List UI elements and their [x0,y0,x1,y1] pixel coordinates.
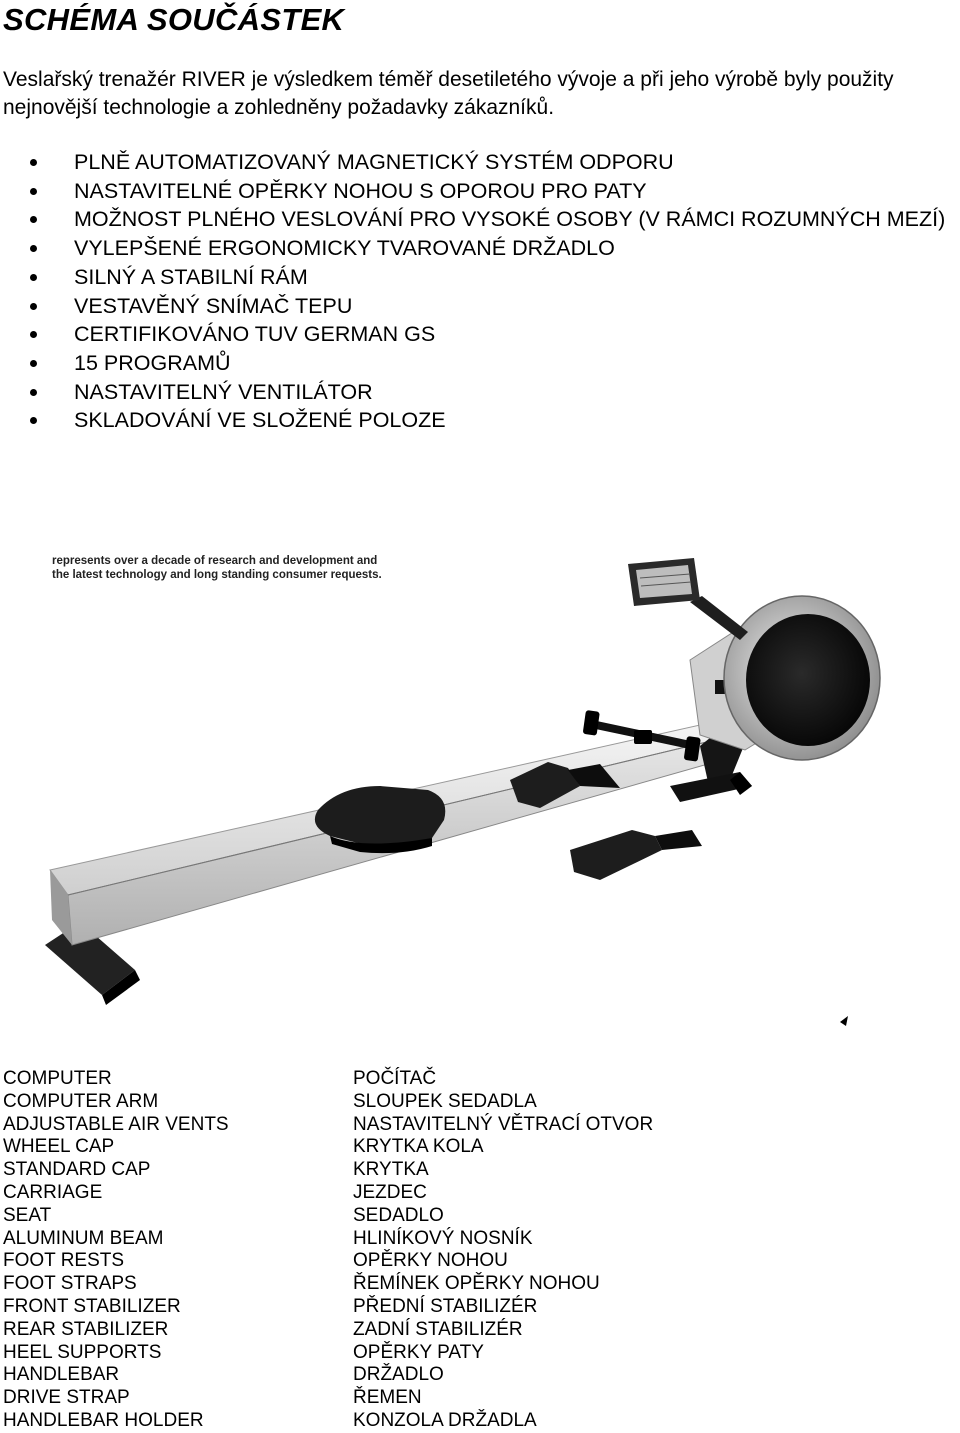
part-name-cz: ŘEMEN [353,1387,422,1409]
part-name-en: ADJUSTABLE AIR VENTS [3,1113,229,1135]
parts-row [3,1136,703,1159]
foot-rests [510,762,702,880]
image-caption-line: represents over a decade of research and development and [52,555,378,567]
seat [315,786,445,853]
part-name-en: ALUMINUM BEAM [3,1227,164,1249]
part-name-cz: ZADNÍ STABILIZÉR [353,1318,523,1340]
part-name-en: FOOT RESTS [3,1250,125,1272]
part-name-cz: PŘEDNÍ STABILIZÉR [353,1295,538,1317]
part-name-cz: KRYTKA KOLA [353,1136,484,1158]
part-name-en: WHEEL CAP [3,1136,115,1158]
image-caption-line: the latest technology and long standing consumer requests. [52,569,382,581]
parts-row [3,1250,703,1273]
part-name-cz: JEZDEC [353,1181,427,1203]
feature-item: VYLEPŠENÉ ERGONOMICKY TVAROVANÉ DRŽADLO [0,234,958,263]
part-name-en: STANDARD CAP [3,1159,151,1181]
part-name-en: SEAT [3,1204,52,1226]
part-name-cz: HLINÍKOVÝ NOSNÍK [353,1227,533,1249]
part-name-en: HEEL SUPPORTS [3,1341,162,1363]
part-name-cz: POČÍTAČ [353,1068,437,1089]
rowing-machine-illustration [40,550,920,1030]
part-name-en: COMPUTER ARM [3,1090,159,1112]
computer-arm [690,596,748,640]
part-name-cz: KRYTKA [353,1159,429,1181]
feature-item: SKLADOVÁNÍ VE SLOŽENÉ POLOZE [0,406,958,435]
feature-item: 15 PROGRAMŮ [0,349,958,378]
part-name-cz: OPĚRKY NOHOU [353,1250,508,1272]
parts-row [3,1342,703,1365]
parts-row [3,1091,703,1114]
parts-row [3,1228,703,1251]
part-name-en: HANDLEBAR HOLDER [3,1409,204,1431]
part-name-en: CARRIAGE [3,1181,103,1203]
part-name-cz: SLOUPEK SEDADLA [353,1090,537,1112]
part-name-en: FOOT STRAPS [3,1273,137,1295]
part-name-cz: ŘEMÍNEK OPĚRKY NOHOU [353,1273,600,1295]
feature-item: CERTIFIKOVÁNO TUV GERMAN GS [0,320,958,349]
part-name-en: HANDLEBAR [3,1364,120,1386]
part-name-en: COMPUTER [3,1068,112,1089]
parts-row [3,1182,703,1205]
part-name-cz: KONZOLA DRŽADLA [353,1409,537,1431]
part-name-en: FRONT STABILIZER [3,1295,181,1317]
parts-row [3,1319,703,1342]
image-caption [52,554,382,582]
rowing-machine-image [40,550,920,1030]
parts-row [3,1205,703,1228]
part-name-en: REAR STABILIZER [3,1318,169,1340]
parts-row [3,1068,703,1091]
intro-paragraph: Veslařský trenažér RIVER je výsledkem téměř desetiletého vývoje a při jeho výrobě byly použity nejnovější technologie a zohledněny požadavky zákazníků. [3,68,894,119]
part-name-cz: SEDADLO [353,1204,444,1226]
feature-item: SILNÝ A STABILNÍ RÁM [0,263,958,292]
part-name-cz: DRŽADLO [353,1364,444,1386]
part-name-cz: NASTAVITELNÝ VĚTRACÍ OTVOR [353,1113,654,1135]
wheel-cap [724,596,880,760]
feature-item: NASTAVITELNÉ OPĚRKY NOHOU S OPOROU PRO PATY [0,177,958,206]
part-name-en: DRIVE STRAP [3,1387,130,1409]
parts-row [3,1364,703,1387]
parts-row [3,1159,703,1182]
feature-item: PLNĚ AUTOMATIZOVANÝ MAGNETICKÝ SYSTÉM ODPORU [0,148,958,177]
page-title: SCHÉMA SOUČÁSTEK [3,2,345,37]
part-name-cz: OPĚRKY PATY [353,1341,484,1363]
parts-row [3,1410,703,1433]
feature-item: MOŽNOST PLNÉHO VESLOVÁNÍ PRO VYSOKÉ OSOBY (V RÁMCI ROZUMNÝCH MEZÍ) [0,205,958,234]
feature-item: NASTAVITELNÝ VENTILÁTOR [0,378,958,407]
parts-list [3,1068,703,1433]
computer [628,558,700,606]
parts-row [3,1387,703,1410]
feature-item: VESTAVĚNÝ SNÍMAČ TEPU [0,292,958,321]
parts-row [3,1273,703,1296]
parts-row [3,1114,703,1137]
feature-list [0,148,958,435]
parts-row [3,1296,703,1319]
